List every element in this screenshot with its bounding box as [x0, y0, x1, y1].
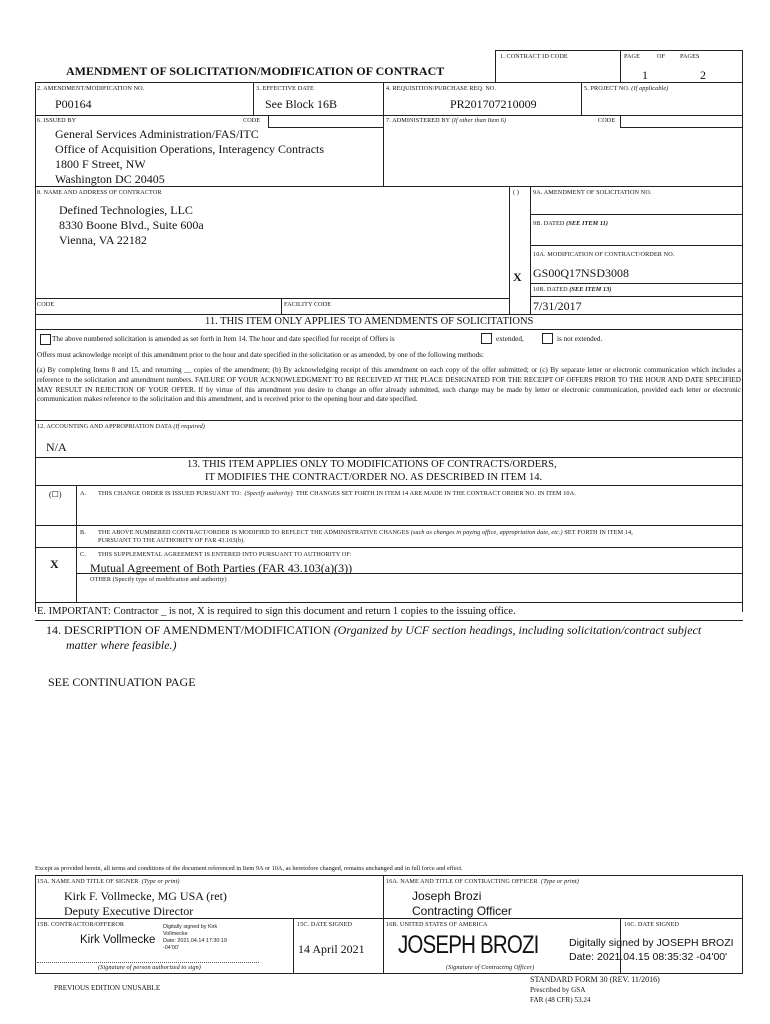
issued-by-address — [55, 127, 324, 187]
officer-name: Joseph Brozi — [412, 889, 482, 903]
block7-note: (If other than Item 6) — [451, 117, 507, 124]
item11-line2: Offers must acknowledge receipt of this amendment prior to the hour and date specified in the solicitation or as amended, by one of the following methods: — [37, 351, 484, 359]
item13-other-label: OTHER (Specify type of modification and authority) — [90, 576, 227, 583]
signer-name: Kirk F. Vollmecke, MG USA (ret) — [64, 889, 227, 903]
block16a-label: 16A. NAME AND TITLE OF CONTRACTING OFFICER — [386, 878, 538, 885]
item13-c-mark: X — [50, 557, 59, 571]
issued-by-line: 1800 F Street, NW — [55, 157, 146, 171]
facility-code-label: FACILITY CODE — [284, 301, 332, 308]
not-extended-checkbox[interactable] — [542, 333, 553, 344]
page-total: 2 — [700, 68, 706, 82]
block15a-note: (Type or print) — [141, 878, 180, 885]
item13-c-value: Mutual Agreement of Both Parties (FAR 43.103(a)(3)) — [90, 561, 353, 575]
item11-extended: extended, — [496, 335, 524, 343]
block14-label: 14. DESCRIPTION OF AMENDMENT/MODIFICATION — [46, 623, 331, 637]
block10b-value: 7/31/2017 — [533, 299, 582, 313]
item13-c-letter: C. — [80, 551, 86, 558]
extended-checkbox[interactable] — [481, 333, 492, 344]
item13-c-text: THIS SUPPLEMENTAL AGREEMENT IS ENTERED INTO PURSUANT TO AUTHORITY OF: — [98, 551, 352, 558]
block14-note: (Organized by UCF section headings, including solicitation/contract subject — [333, 623, 702, 637]
item13-a-note: (Specify authority) — [244, 490, 293, 497]
block16b-label: 16B. UNITED STATES OF AMERICA — [386, 921, 488, 928]
item13-heading2: IT MODIFIES THE CONTRACT/ORDER NO. AS DESCRIBED IN ITEM 14. — [205, 472, 543, 483]
previous-edition: PREVIOUS EDITION UNUSABLE — [54, 984, 161, 992]
item13-heading1: 13. THIS ITEM APPLIES ONLY TO MODIFICATIONS OF CONTRACTS/ORDERS, — [187, 459, 557, 470]
item13-b-letter: B. — [80, 529, 86, 536]
block12-value: N/A — [46, 440, 67, 454]
issued-by-line: Office of Acquisition Operations, Interagency Contracts — [55, 142, 325, 156]
block7-code-label: CODE — [598, 117, 616, 124]
block4-label: 4. REQUISITION/PURCHASE REQ. NO. — [386, 85, 497, 92]
page-current: 1 — [642, 68, 648, 82]
item13-b-note: (such as changes in paying office, appropriation date, etc.) — [410, 529, 563, 536]
officer-digital-line2: Date: 2021.04.15 08:35:32 -04'00' — [569, 951, 728, 963]
block15a-label: 15A. NAME AND TITLE OF SIGNER — [37, 878, 139, 885]
contractor-address — [59, 203, 204, 248]
officer-signature: JOSEPH BROZI — [398, 931, 539, 959]
signer-title: Deputy Executive Director — [64, 904, 194, 918]
important-line: E. IMPORTANT: Contractor _ is not, X is required to sign this document and return 1 copies to the issuing office. — [37, 606, 516, 617]
block6-code-label: CODE — [243, 117, 261, 124]
block3-value: See Block 16B — [265, 97, 337, 111]
block15b-caption: (Signature of person authorized to sign) — [98, 964, 201, 971]
contractor-line: Defined Technologies, LLC — [59, 203, 193, 217]
block3-label: 3. EFFECTIVE DATE — [256, 85, 314, 92]
contractor-signature: Kirk Vollmecke — [80, 934, 156, 946]
block5-label: 5. PROJECT NO. — [584, 85, 630, 92]
contract-id-label: 1. CONTRACT ID CODE — [500, 53, 568, 60]
block14-body: SEE CONTINUATION PAGE — [48, 675, 196, 689]
block12-label: 12. ACCOUNTING AND APPROPRIATION DATA — [37, 423, 172, 430]
page-of-label: OF — [657, 53, 666, 60]
digital-line: -04'00' — [163, 945, 179, 951]
block10a-value: GS00Q17NSD3008 — [533, 266, 630, 280]
block6-label: 6. ISSUED BY — [37, 117, 77, 124]
block10b-note: (SEE ITEM 13) — [569, 286, 612, 293]
officer-digital-line1: Digitally signed by JOSEPH BROZI — [569, 937, 734, 949]
item13-paren: (☐) — [49, 490, 62, 499]
block10-mark: X — [513, 270, 522, 284]
block4-value: PR201707210009 — [450, 97, 537, 111]
issued-by-line: Washington DC 20405 — [55, 172, 165, 186]
block8-code-label: CODE — [37, 301, 55, 308]
except-text: Except as provided herein, all terms and conditions of the document referenced in Item 9A or 10A, as heretofore changed, remains unchanged and in full force and effect. — [35, 865, 463, 872]
block14-note2: matter where feasible.) — [66, 638, 177, 652]
block16a-note: (Type or print) — [541, 878, 579, 885]
page-label: PAGE — [624, 53, 640, 60]
item13-a-text2: THE CHANGES SET FORTH IN ITEM 14 ARE MADE IN THE CONTRACT ORDER NO. IN ITEM 10A. — [295, 490, 576, 497]
block7-label: 7. ADMINISTERED BY — [386, 117, 450, 124]
item11-line1: The above numbered solicitation is amended as set forth in Item 14. The hour and date specified for receipt of Offers is — [52, 335, 395, 343]
block2-label: 2. AMENDMENT/MODIFICATION NO. — [37, 85, 145, 92]
digital-line: Digitally signed by Kirk — [163, 924, 218, 930]
form-title: AMENDMENT OF SOLICITATION/MODIFICATION OF CONTRACT — [66, 64, 445, 78]
block2-value: P00164 — [55, 97, 92, 111]
far-reference: FAR (48 CFR) 53.24 — [530, 996, 591, 1004]
block15c-label: 15C. DATE SIGNED — [297, 921, 353, 928]
prescribed-by: Prescribed by GSA — [530, 986, 586, 994]
pages-label: PAGES — [680, 53, 700, 60]
block16b-caption: (Signature of Contracting Officer) — [446, 964, 535, 971]
item13-b-text: THE ABOVE NUMBERED CONTRACT/ORDER IS MODIFIED TO REFLECT THE ADMINISTRATIVE CHANGES — [98, 529, 410, 536]
block5-note: (If applicable) — [631, 85, 669, 92]
item11-not-extended: is not extended. — [557, 335, 603, 343]
block9-paren: ( ) — [513, 189, 519, 196]
block10a-label: 10A. MODIFICATION OF CONTRACT/ORDER NO. — [533, 251, 675, 258]
block12-note: (If required) — [173, 423, 205, 430]
item13-b-line2: PURSUANT TO THE AUTHORITY OF FAR 43.103(b). — [98, 537, 245, 544]
contractor-digital-signature — [163, 924, 227, 952]
solicitation-amended-checkbox[interactable] — [40, 334, 51, 345]
officer-title: Contracting Officer — [412, 904, 512, 918]
item11-heading: 11. THIS ITEM ONLY APPLIES TO AMENDMENTS OF SOLICITATIONS — [205, 316, 534, 327]
item13-a-letter: A. — [80, 490, 87, 497]
block15c-value: 14 April 2021 — [298, 942, 365, 956]
standard-form: STANDARD FORM 30 (REV. 11/2016) — [530, 975, 660, 984]
block9b-note: (SEE ITEM 11) — [566, 220, 609, 227]
block9b-label: 9B. DATED — [533, 220, 565, 227]
block9a-label: 9A. AMENDMENT OF SOLICITATION NO. — [533, 189, 652, 196]
block10b-label: 10B. DATED — [533, 286, 568, 293]
block16c-label: 16C. DATE SIGNED — [624, 921, 680, 928]
contractor-line: 8330 Boone Blvd., Suite 600a — [59, 218, 204, 232]
issued-by-line: General Services Administration/FAS/ITC — [55, 127, 259, 141]
item13-b-text2: SET FORTH IN ITEM 14, — [564, 529, 633, 536]
item13-a-text: THIS CHANGE ORDER IS ISSUED PURSUANT TO: — [98, 490, 242, 497]
item11-paragraph: (a) By completing Items 8 and 15, and returning __ copies of the amendment; (b) By acknowledging receipt of this amendment on each copy of the offer submitted; or (c) By separate letter or electronic communication which includes a reference to the solicitation and amendment numbers. FAILURE OF YOUR ACKNOWLEDGMENT TO BE RECEIVED AT THE PLACE DESIGNATED FOR THE RECEIPT OF OFFERS PRIOR TO THE HOUR AND DATE SPECIFIED MAY RESULT IN REJECTION OF YOUR OFFER. If by virtue of this amendment you desire to change an offer already submitted, such change may be made by letter or electronic communication, provided each letter or electronic communication makes reference to the solicitation and this amendment, and is received prior to the opening hour and date specified. — [37, 366, 741, 404]
block8-label: 8. NAME AND ADDRESS OF CONTRACTOR — [37, 189, 162, 196]
digital-line: Vollmecke — [163, 931, 188, 937]
block15b-label: 15B. CONTRACTOR/OFFEROR — [37, 921, 125, 928]
contractor-line: Vienna, VA 22182 — [59, 233, 147, 247]
digital-line: Date: 2021.04.14 17:30:19 — [163, 938, 227, 944]
